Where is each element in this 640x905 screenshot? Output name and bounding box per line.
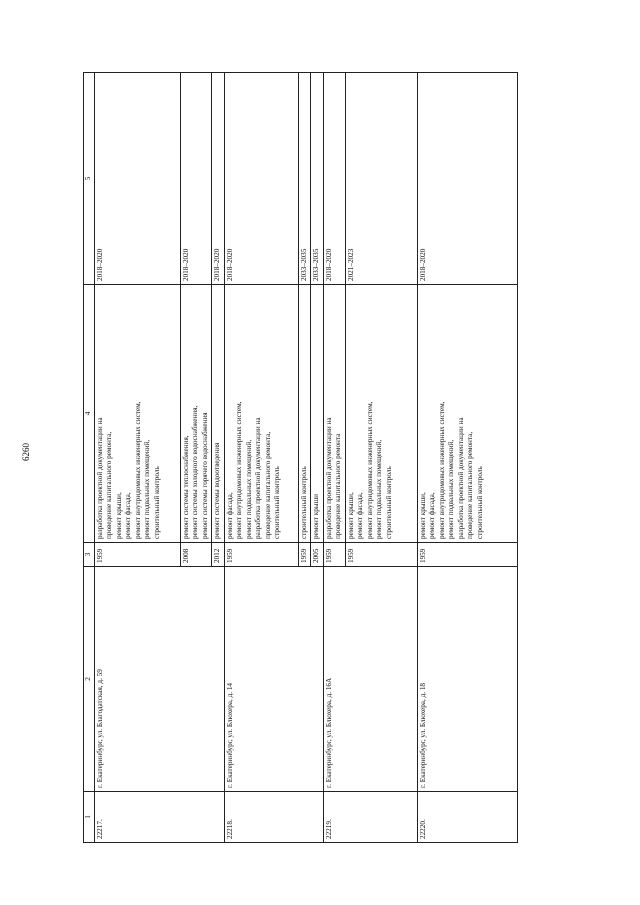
entry-period: 2018–2020: [224, 73, 298, 285]
work-item: ремонт фасада,: [428, 492, 436, 539]
work-item: строительный контроль: [384, 466, 393, 539]
work-item: строительный контроль: [273, 466, 281, 539]
work-item: разработка проектной документации на: [95, 417, 104, 539]
page-number: 6260: [21, 443, 31, 461]
entry-works: [311, 285, 324, 543]
work-item: строительный контроль: [152, 466, 161, 539]
entry-number: 22220.: [417, 792, 517, 843]
entry-period: 2018–2020: [212, 73, 225, 285]
entry-year: 2005: [311, 543, 324, 567]
entry-period: 2018–2020: [417, 73, 517, 285]
work-item: ремонт фасада,: [225, 492, 234, 539]
table-row: [94, 73, 180, 843]
entry-year: 1959: [298, 543, 311, 567]
entry-works: [323, 285, 345, 543]
rotated-page: [83, 73, 520, 843]
work-item: ремонт подвальных помещений,: [447, 439, 455, 539]
work-item: проведение капитального ремонта,: [105, 431, 113, 539]
entry-number: 22218.: [224, 792, 323, 843]
entry-address: г. Екатеринбург, ул. Благодатская, д. 59: [94, 567, 224, 792]
entry-number: 22217.: [94, 792, 224, 843]
work-item: ремонт системы водоотведения: [213, 442, 221, 539]
entry-period: 2018–2020: [180, 73, 212, 285]
work-item: ремонт фасада,: [356, 492, 364, 539]
entry-address: г. Екатеринбург, ул. Блюхера, д. 14: [224, 567, 323, 792]
entry-works: [345, 285, 417, 543]
entry-period: 2021–2023: [345, 73, 417, 285]
entry-year: 2012: [212, 543, 225, 567]
entry-address: г. Екатеринбург, ул. Блюхера, д. 18: [417, 567, 517, 792]
table-row: [323, 73, 345, 843]
work-item: проведение капитального ремонта,: [263, 431, 272, 539]
work-item: разработка проектной документации на: [254, 417, 262, 539]
capital-repair-table: [83, 72, 518, 843]
work-item: ремонт крыши,: [346, 492, 355, 539]
header-col-1: 1: [84, 792, 95, 843]
entry-period: 2018–2020: [323, 73, 345, 285]
entry-year: 2008: [180, 543, 212, 567]
work-item: ремонт подвальных помещений,: [143, 439, 151, 539]
work-item: строительный контроль: [475, 466, 484, 539]
entry-works: [417, 285, 517, 543]
entry-address: г. Екатеринбург, ул. Блюхера, д. 16А: [323, 567, 417, 792]
entry-year: 1959: [94, 543, 180, 567]
header-col-2: 2: [84, 567, 95, 792]
entry-works: [94, 285, 180, 543]
entry-period: 2033–2035: [311, 73, 324, 285]
table-row: [417, 73, 517, 843]
work-item: ремонт подвальных помещений,: [375, 439, 383, 539]
entry-year: 1959: [224, 543, 298, 567]
work-item: разработка проектной документации на: [324, 417, 333, 539]
header-col-4: 4: [84, 285, 95, 543]
work-item: ремонт крыши,: [114, 492, 123, 539]
work-item: проведение капитального ремонта,: [466, 431, 474, 539]
work-item: ремонт системы теплоснабжения,: [181, 435, 190, 539]
work-item: строительный контроль: [299, 466, 308, 539]
work-item: ремонт внутридомовых инженерных систем,: [365, 401, 374, 539]
table-row: [224, 73, 298, 843]
work-item: ремонт фасада,: [124, 492, 132, 539]
entry-year: 1959: [345, 543, 417, 567]
header-row: [84, 73, 95, 843]
entry-works: [180, 285, 212, 543]
work-item: ремонт системы горячего водоснабжения: [200, 412, 209, 539]
work-item: ремонт внутридомовых инженерных систем,: [133, 401, 142, 539]
work-item: проведение капитального ремонта: [334, 433, 342, 539]
entry-period: 2033–2035: [298, 73, 311, 285]
header-col-3: 3: [84, 543, 95, 567]
entry-period: 2018–2020: [94, 73, 180, 285]
entry-works: [224, 285, 298, 543]
work-item: разработка проектной документации на: [456, 417, 465, 539]
entry-year: 1959: [323, 543, 345, 567]
work-item: ремонт системы холодного водоснабжения,: [191, 405, 199, 539]
work-item: ремонт крыши,: [418, 492, 427, 539]
work-item: ремонт крыши: [312, 493, 320, 539]
entry-works: [212, 285, 225, 543]
header-col-5: 5: [84, 73, 95, 285]
work-item: ремонт внутридомовых инженерных систем,: [437, 401, 446, 539]
entry-number: 22219.: [323, 792, 417, 843]
entry-works: [298, 285, 311, 543]
entry-year: 1959: [417, 543, 517, 567]
work-item: ремонт внутридомовых инженерных систем,: [235, 401, 243, 539]
work-item: ремонт подвальных помещений,: [244, 439, 253, 539]
